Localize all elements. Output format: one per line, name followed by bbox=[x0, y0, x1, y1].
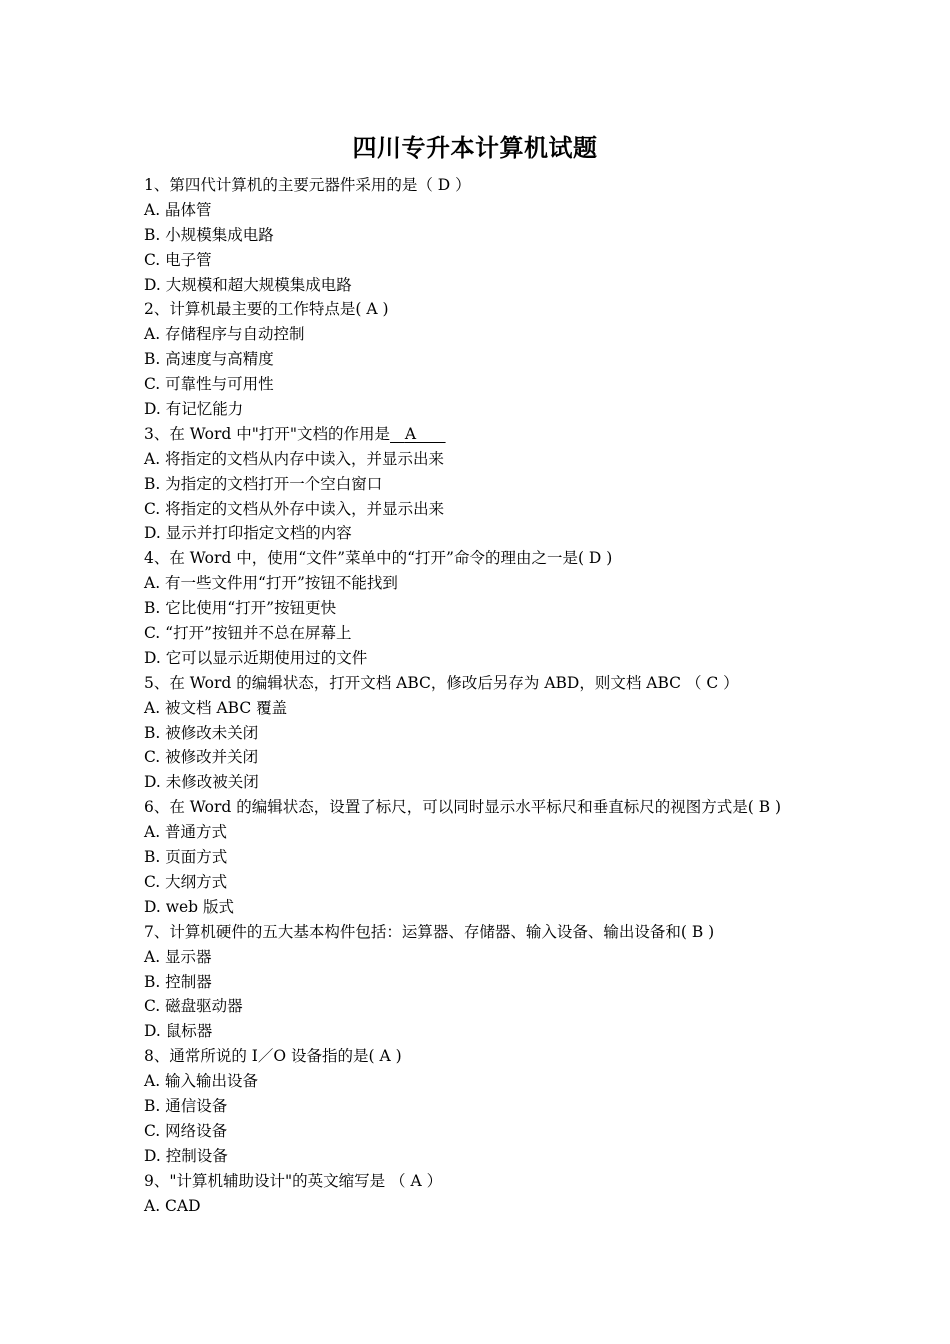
question-3 bbox=[144, 422, 844, 447]
q6-option-c: C. 大纲方式 bbox=[144, 872, 228, 891]
question-6: 6、在 Word 的编辑状态，设置了标尺，可以同时显示水平标尺和垂直标尺的视图方式是( B ) bbox=[144, 798, 782, 817]
q8-option-c: C. 网络设备 bbox=[144, 1121, 228, 1140]
q1-option-c: C. 电子管 bbox=[144, 250, 212, 269]
question-9: 9、"计算机辅助设计"的英文缩写是 （ A ） bbox=[144, 1171, 443, 1190]
q9-option-a: A. CAD bbox=[144, 1196, 201, 1215]
question-3-answer: A bbox=[404, 424, 417, 443]
q7-option-b: B. 控制器 bbox=[144, 972, 212, 991]
q6-option-b: B. 页面方式 bbox=[144, 848, 228, 867]
document-body bbox=[144, 173, 844, 1218]
q3-option-c: C. 将指定的文档从外存中读入，并显示出来 bbox=[144, 499, 445, 518]
q2-option-b: B. 高速度与高精度 bbox=[144, 350, 274, 369]
question-3-answer-blank bbox=[390, 425, 446, 443]
q5-option-c: C. 被修改并关闭 bbox=[144, 748, 259, 767]
q4-option-b: B. 它比使用“打开”按钮更快 bbox=[144, 599, 337, 618]
q7-option-d: D. 鼠标器 bbox=[144, 1022, 213, 1041]
q3-option-a: A. 将指定的文档从内存中读入，并显示出来 bbox=[144, 449, 445, 468]
question-4: 4、在 Word 中，使用“文件”菜单中的“打开”命令的理由之一是( D ) bbox=[144, 549, 613, 568]
q1-option-d: D. 大规模和超大规模集成电路 bbox=[144, 275, 352, 294]
q5-option-b: B. 被修改未关闭 bbox=[144, 723, 259, 742]
q7-option-c: C. 磁盘驱动器 bbox=[144, 997, 243, 1016]
q2-option-a: A. 存储程序与自动控制 bbox=[144, 325, 305, 344]
q1-option-b: B. 小规模集成电路 bbox=[144, 225, 274, 244]
q4-option-c: C. “打开”按钮并不总在屏幕上 bbox=[144, 624, 352, 643]
q6-option-a: A. 普通方式 bbox=[144, 823, 228, 842]
q4-option-a: A. 有一些文件用“打开”按钮不能找到 bbox=[144, 574, 398, 593]
q5-option-a: A. 被文档 ABC 覆盖 bbox=[144, 698, 288, 717]
question-8: 8、通常所说的 I／O 设备指的是( A ) bbox=[144, 1047, 402, 1066]
q5-option-d: D. 未修改被关闭 bbox=[144, 773, 259, 792]
q2-option-d: D. 有记忆能力 bbox=[144, 400, 244, 419]
question-1: 1、第四代计算机的主要元器件采用的是（ D ） bbox=[144, 176, 471, 194]
question-7: 7、计算机硬件的五大基本构件包括：运算器、存储器、输入设备、输出设备和( B ) bbox=[144, 922, 715, 941]
q6-option-d: D. web 版式 bbox=[144, 897, 235, 916]
q3-option-b: B. 为指定的文档打开一个空白窗口 bbox=[144, 474, 383, 493]
q2-option-c: C. 可靠性与可用性 bbox=[144, 375, 274, 394]
document-title: 四川专升本计算机试题 bbox=[352, 133, 598, 162]
q8-option-b: B. 通信设备 bbox=[144, 1096, 228, 1115]
q4-option-d: D. 它可以显示近期使用过的文件 bbox=[144, 648, 368, 667]
q8-option-d: D. 控制设备 bbox=[144, 1146, 228, 1165]
q8-option-a: A. 输入输出设备 bbox=[144, 1072, 259, 1091]
question-5: 5、在 Word 的编辑状态，打开文档 ABC，修改后另存为 ABD，则文档 ABC （ C ） bbox=[144, 673, 739, 692]
q7-option-a: A. 显示器 bbox=[144, 947, 212, 966]
q3-option-d: D. 显示并打印指定文档的内容 bbox=[144, 524, 352, 543]
question-2: 2、计算机最主要的工作特点是( A ) bbox=[144, 300, 389, 319]
question-3-text: 3、在 Word 中"打开"文档的作用是 bbox=[144, 424, 391, 443]
q1-option-a: A. 晶体管 bbox=[144, 200, 212, 219]
